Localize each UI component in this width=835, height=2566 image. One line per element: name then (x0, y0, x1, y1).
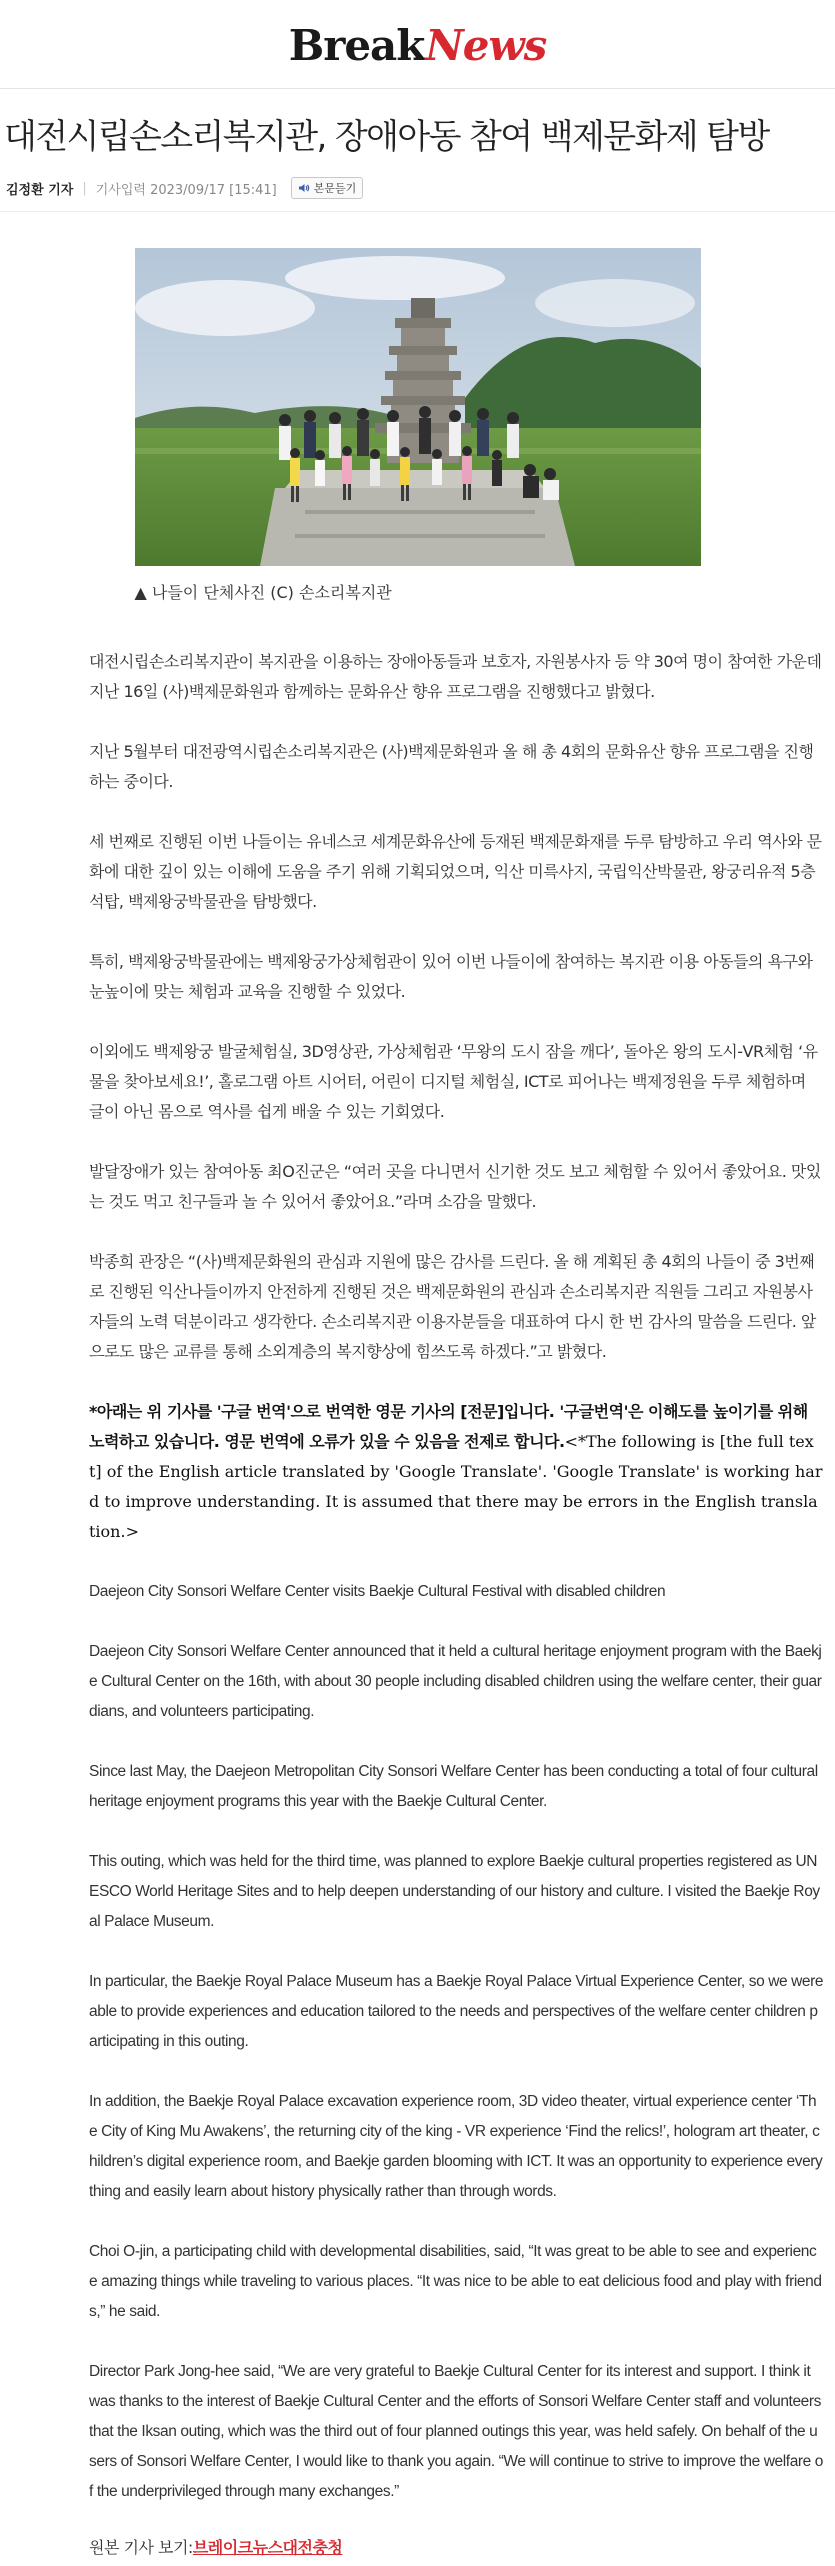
article-paragraph: 지난 5월부터 대전광역시립손소리복지관은 (사)백제문화원과 올 해 총 4회의 문화유산 향유 프로그램을 진행하는 중이다. (89, 742, 814, 792)
article-paragraph: 박종희 관장은 “(사)백제문화원의 관심과 지원에 많은 감사를 드린다. 올 해 계획된 총 4회의 나들이 중 3번째로 진행된 익산나들이까지 안전하게 진행된 것은 백제문화원의 관심과 손소리복지관 직원들 그리고 자원봉사자들의 노력 덕분이라고 생각한다. 손소리복지관 이용자분들을 대표하여 다시 한 번 감사의 말씀을 드린다. 앞으로도 많은 교류를 통해 소외계층의 복지향상에 힘쓰도록 하겠다.”고 밝혔다. (89, 1252, 816, 1362)
speaker-icon (298, 183, 310, 193)
article-paragraph: 특히, 백제왕궁박물관에는 백제왕궁가상체험관이 있어 이번 나들이에 참여하는 복지관 이용 아동들의 욕구와 눈높이에 맞는 체험과 교육을 진행할 수 있었다. (89, 952, 813, 1002)
listen-label: 본문듣기 (313, 182, 357, 196)
photo-caption: ▲ 나들이 단체사진 (C) 손소리복지관 (134, 583, 392, 603)
article-paragraph: 대전시립손소리복지관이 복지관을 이용하는 장애아동들과 보호자, 자원봉사자 등 약 30여 명이 참여한 가운데 지난 16일 (사)백제문화원과 함께하는 문화유산 향유 프로그램을 진행했다고 밝혔다. (89, 652, 822, 702)
site-logo[interactable] (288, 21, 547, 70)
english-paragraph: In particular, the Baekje Royal Palace Museum has a Baekje Royal Palace Virtual Experience Center, so we were able to provide experiences and education tailored to the needs and perspectives of the welfare center children participating in this outing. (89, 1973, 824, 2051)
group-photo (135, 248, 701, 566)
article-paragraph: 세 번째로 진행된 이번 나들이는 유네스코 세계문화유산에 등재된 백제문화재를 두루 탐방하고 우리 역사와 문화에 대한 깊이 있는 이해에 도움을 주기 위해 기획되었으며, 익산 미륵사지, 국립익산박물관, 왕궁리유적 5층 석탑, 백제왕궁박물관을 탐방했다. (89, 832, 822, 912)
photo-block (0, 248, 835, 603)
article-paragraph: 이외에도 백제왕궁 발굴체험실, 3D영상관, 가상체험관 ‘무왕의 도시 잠을 깨다’, 돌아온 왕의 도시-VR체험 ‘유물을 찾아보세요!’, 홀로그램 아트 시어터, 어린이 디지털 체험실, ICT로 피어나는 백제정원을 두루 체험하며 글이 아닌 몸으로 역사를 쉽게 배울 수 있는 기회였다. (89, 1042, 818, 1122)
publish-date: 기사입력 2023/09/17 [15:41] (95, 182, 277, 198)
english-paragraph: In addition, the Baekje Royal Palace excavation experience room, 3D video theater, virtual experience center ‘The City of King Mu Awakens’, the returning city of the king - VR experience ‘Find the relics!’, hologram art theater, children’s digital experience room, and Baekje garden blooming with ICT. It was an opportunity to experience everything and easily learn about history physically rather than through words. (89, 2093, 823, 2201)
listen-button[interactable] (291, 177, 364, 199)
article-headline: 대전시립손소리복지관, 장애아동 참여 백제문화제 탐방 (4, 117, 769, 157)
english-paragraph: Since last May, the Daejeon Metropolitan City Sonsori Welfare Center has been conducting a total of four cultural heritage enjoyment programs this year with the Baekje Cultural Center. (89, 1763, 818, 1811)
article-meta (0, 177, 835, 212)
logo-news-text: News (425, 21, 547, 70)
article-body (89, 647, 824, 2563)
english-paragraph: This outing, which was held for the third time, was planned to explore Baekje cultural properties registered as UNESCO World Heritage Sites and to help deepen understanding of our history and culture. I visited the Baekje Royal Palace Museum. (89, 1853, 820, 1931)
english-paragraph: Daejeon City Sonsori Welfare Center announced that it held a cultural heritage enjoyment program with the Baekje Cultural Center on the 16th, with about 30 people including disabled children using the welfare center, their guardians, and volunteers participating. (89, 1643, 822, 1721)
site-header (0, 0, 835, 89)
headline-container (0, 115, 835, 159)
article-paragraph: 발달장애가 있는 참여아동 최O진군은 “여러 곳을 다니면서 신기한 것도 보고 체험할 수 있어서 좋았어요. 맛있는 것도 먹고 친구들과 놀 수 있어서 좋았어요.”라며 소감을 말했다. (89, 1162, 821, 1212)
english-paragraph: Choi O-jin, a participating child with developmental disabilities, said, “It was great to be able to see and experience amazing things while traveling to various places. “It was nice to be able to eat delicious food and play with friends,” he said. (89, 2243, 822, 2321)
reporter-name[interactable]: 김정환 기자 (6, 182, 74, 198)
english-paragraph: Director Park Jong-hee said, “We are very grateful to Baekje Cultural Center for its interest and support. I think it was thanks to the interest of Baekje Cultural Center and the efforts of Sonsori Welfare Center staff and volunteers that the Iksan outing, which was the third out of four planned outings this year, was held safely. On behalf of the users of Sonsori Welfare Center, I would like to thank you again. “We will continue to strive to improve the welfare of the underprivileged through many exchanges.” (89, 2363, 824, 2501)
translation-notice (89, 1397, 824, 1547)
logo-break-text: Break (288, 21, 425, 70)
source-line (89, 2533, 824, 2563)
source-label: 원본 기사 보기: (89, 2538, 193, 2558)
meta-divider: | (82, 180, 87, 196)
translation-notice-en: <*The following is [the full text] of the English article translated by 'Google Translate'. 'Google Translate' is working hard to improve understanding. It is assumed that there may be errors in the English translation.> (89, 1432, 823, 1542)
english-title: Daejeon City Sonsori Welfare Center visits Baekje Cultural Festival with disabled children (89, 1583, 666, 1601)
source-link[interactable]: 브레이크뉴스대전충청 (192, 2538, 343, 2558)
translation-notice-ko: *아래는 위 기사를 '구글 번역'으로 번역한 영문 기사의 [전문]입니다. '구글번역'은 이해도를 높이기를 위해 노력하고 있습니다. 영문 번역에 오류가 있을 수 있음을 전제로 합니다. (89, 1402, 808, 1452)
